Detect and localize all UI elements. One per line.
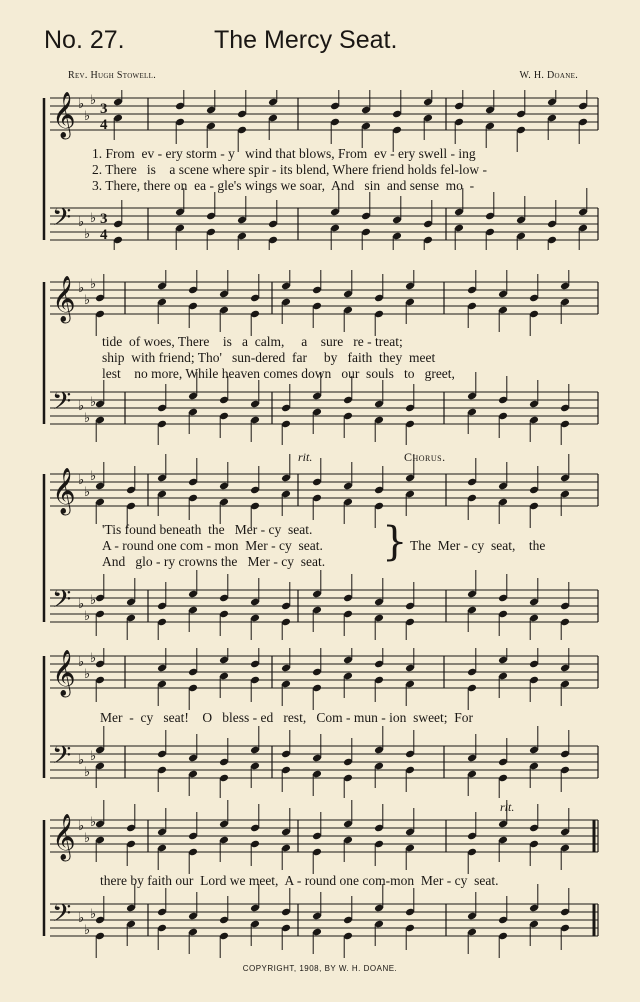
system-1 xyxy=(0,90,640,250)
svg-text:𝄞: 𝄞 xyxy=(52,92,76,138)
verse-2-line: ship with friend; Tho' sun-dered far by faith they meet xyxy=(102,350,436,365)
svg-text:♭: ♭ xyxy=(84,227,91,242)
svg-text:♭: ♭ xyxy=(90,749,97,764)
svg-text:♭: ♭ xyxy=(78,97,85,112)
verse-1-line: 1. From ev - ery storm - y wind that blows, From ev - ery swell - ing xyxy=(92,146,476,161)
svg-text:♭: ♭ xyxy=(78,655,85,670)
svg-text:3: 3 xyxy=(100,211,108,227)
svg-text:♭: ♭ xyxy=(84,485,91,500)
svg-text:♭: ♭ xyxy=(90,277,97,292)
svg-text:♭: ♭ xyxy=(78,753,85,768)
svg-text:𝄞: 𝄞 xyxy=(52,276,76,322)
svg-text:𝄢: 𝄢 xyxy=(52,741,72,776)
author-credit: Rev. Hugh Stowell. xyxy=(68,70,156,81)
svg-text:♭: ♭ xyxy=(90,211,97,226)
verse-1-line: tide of woes, There is a calm, a sure re - treat; xyxy=(102,334,403,349)
svg-text:𝄞: 𝄞 xyxy=(52,650,76,696)
verse-3-line: And glo - ry crowns the Mer - cy seat. xyxy=(102,554,326,569)
system-5 xyxy=(0,800,640,960)
chorus-refrain-line: The Mer - cy seat, the xyxy=(410,538,546,553)
svg-text:♭: ♭ xyxy=(84,411,91,426)
svg-text:♭: ♭ xyxy=(84,923,91,938)
svg-text:♭: ♭ xyxy=(90,93,97,108)
verse-2-line: A - round one com - mon Mer - cy seat. xyxy=(102,538,323,553)
rit-marking: rit. xyxy=(500,800,515,814)
svg-text:4: 4 xyxy=(100,117,108,133)
svg-text:𝄞: 𝄞 xyxy=(52,814,76,860)
svg-text:♭: ♭ xyxy=(78,911,85,926)
rit-marking: rit. xyxy=(298,450,313,464)
verse-1-line: 'Tis found beneath the Mer - cy seat. xyxy=(102,522,313,537)
svg-text:♭: ♭ xyxy=(78,597,85,612)
svg-text:♭: ♭ xyxy=(84,831,91,846)
svg-text:♭: ♭ xyxy=(90,469,97,484)
hymn-number: No. 27. xyxy=(44,26,125,54)
svg-text:♭: ♭ xyxy=(78,819,85,834)
svg-text:♭: ♭ xyxy=(90,593,97,608)
verse-brace: } xyxy=(382,519,408,565)
svg-text:♭: ♭ xyxy=(90,815,97,830)
svg-text:𝄞: 𝄞 xyxy=(52,468,76,514)
svg-text:♭: ♭ xyxy=(84,109,91,124)
svg-text:3: 3 xyxy=(100,101,108,117)
svg-text:♭: ♭ xyxy=(84,765,91,780)
system-4 xyxy=(0,648,640,798)
svg-text:♭: ♭ xyxy=(84,667,91,682)
verse-3-line: 3. There, there on ea - gle's wings we soar, And sin and sense mo - xyxy=(92,178,475,193)
svg-text:♭: ♭ xyxy=(78,281,85,296)
svg-text:♭: ♭ xyxy=(78,473,85,488)
svg-text:♭: ♭ xyxy=(78,215,85,230)
chorus-line: Mer - cy seat! O bless - ed rest, Com - mun - ion sweet; For xyxy=(100,710,474,725)
title-row xyxy=(44,26,600,62)
svg-text:4: 4 xyxy=(100,227,108,243)
svg-text:♭: ♭ xyxy=(90,651,97,666)
svg-text:♭: ♭ xyxy=(90,907,97,922)
svg-text:♭: ♭ xyxy=(78,399,85,414)
svg-text:𝄢: 𝄢 xyxy=(52,585,72,620)
system-2 xyxy=(0,270,640,445)
system-3 xyxy=(0,450,640,640)
chorus-label: Chorus. xyxy=(404,450,446,464)
hymn-title: The Mercy Seat. xyxy=(214,26,398,54)
svg-text:𝄢: 𝄢 xyxy=(52,387,72,422)
chorus-line: there by faith our Lord we meet, A - round one com-mon Mer - cy seat. xyxy=(100,873,499,888)
svg-text:♭: ♭ xyxy=(84,609,91,624)
svg-text:♭: ♭ xyxy=(84,293,91,308)
composer-credit: W. H. Doane. xyxy=(519,70,578,81)
svg-text:♭: ♭ xyxy=(90,395,97,410)
copyright-notice: COPYRIGHT, 1908, BY W. H. DOANE. xyxy=(242,964,398,973)
svg-text:𝄢: 𝄢 xyxy=(52,203,72,238)
svg-text:𝄢: 𝄢 xyxy=(52,899,72,934)
verse-3-line: lest no more, While heaven comes down our souls to greet, xyxy=(102,366,455,381)
verse-2-line: 2. There is a scene where spir - its blend, Where friend holds fel-low - xyxy=(92,162,488,177)
